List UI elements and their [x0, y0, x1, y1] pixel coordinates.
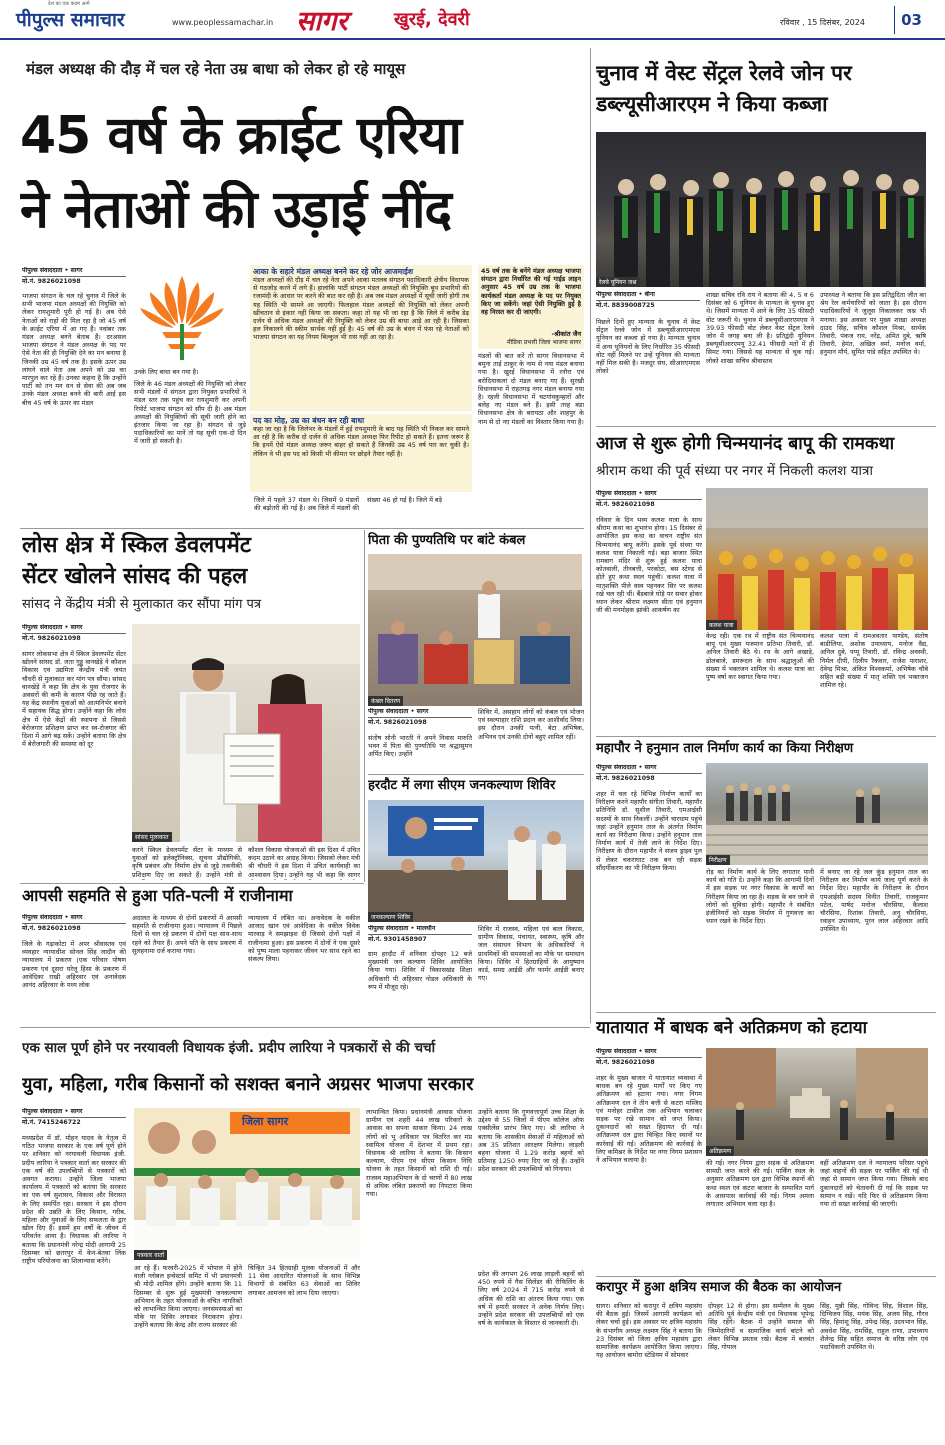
story11-col4: उन्होंने बताया कि गुणवत्तापूर्ण उच्च शिक्षा के उद्देश्य से 55 जिलों में पीएम कॉलेज ऑफ एक्सीलेंस प्रारंभ किए गए। श्री लारिया ने बताया कि शासकीय सेवाओं में महिलाओं को अब 35 प्रतिशत आरक्षण मिलेगा। लाड़ली बहना योजना में 1.29 करोड़ बहनों को प्रतिमाह 1250 रुपए दिए जा रहे हैं। उन्होंने प्रदेश सरकार की उपलब्धियों को गिनाया।	[478, 1108, 584, 1174]
story4-headline: महापौर ने हनुमान ताल निर्माण कार्य का किया निरीक्षण	[596, 741, 854, 756]
issue-date: रविवार , 15 दिसंबर, 2024	[780, 18, 865, 27]
byline-name: पीपुल्स संवाददाता	[22, 624, 63, 631]
story1-col-right: मंडलों की बात करें तो सागर विधानसभा में बमुना ताई ठाकुर के नाम से नया मंडल बनाया गया है। खुरई विधानसभा में रनौरा एवं बरोदियाकलां दो मंडल बनाए गए हैं। सुरखी विधानसभा में राहतगढ़ नगर मंडल बनाया गया है। रहली विधानसभा में चटगांवकुम्हारों और बलेह नए मंडल बने हैं। इसी तरह बंडा विधानसभा क्षेत्र के बरायठा और शाहपुर के नाम से दो नए मंडलों का विस्तार किया गया है।	[478, 352, 584, 426]
story1-col2-intro: उनके लिए बाधा बन गया है।	[134, 368, 199, 376]
byline-mobile: मो.नं. 9826021098	[596, 775, 655, 782]
story4-col3: में बनाए जा रहे जल कुंड हनुमान ताल का निरीक्षण कर निर्माण कार्य जल्द पूर्ण करने के निर्देश दिए। महापौर के निरीक्षण के दौरान एमआईसी सदस्य विनीत तिवारी, राजकुमार पटेल, पार्षद मनोज चौरसिया, कैलाश चौरसिया, रिशांक तिवारी, अनु चौरसिया, रवाहन उपाध्याय, पूरन लाल अहिरवार आदि उपस्थित थे।	[820, 868, 928, 934]
photo-caption: रेलवे यूनियन जश्न	[596, 277, 640, 287]
city-title: सागर	[296, 6, 348, 37]
logo-tagline: देश का एक कदम आगे	[48, 1, 90, 7]
story7-subhead: सांसद ने केंद्रीय मंत्री से मुलाकात कर सौंपा मांग पत्र	[22, 597, 262, 612]
divider	[20, 1027, 590, 1028]
newspaper-logo: पीपुल्स समाचार	[16, 9, 125, 31]
website-url[interactable]: www.peoplessamachar.in	[172, 18, 274, 27]
byline-mobile: मो.नं. 9826021098	[22, 925, 81, 932]
byline-mobile: मो.नं. 9826021098	[596, 501, 655, 508]
byline-mobile: मो.नं. 8839008725	[596, 302, 655, 309]
byline-name: पीपुल्स संवाददाता	[22, 1108, 63, 1115]
story7-col3: कौशल विकास योजनाओं की इस दिशा में उचित कदम उठाने का आग्रह किया। जिसको लेकर मंत्री श्री चौधरी ने इस दिशा में उचित कार्यवाही का आश्वासन दिया। उन्होंने यह भी कहा कि सागर	[248, 846, 360, 879]
divider	[368, 774, 584, 775]
photo-caption: निरीक्षण	[706, 855, 730, 865]
story5-col1: शहर के मुख्य बाजार में यातायात व्यवस्था में बाधक बन रहे मुख्य मार्गों पर किए गए अतिक्रमण को हटाया गया। नगर निगम अतिक्रमण दल ने तीन बत्ती से कटरा मस्जिद एवं मनोहर टाकीज तक अभियान चलाकर सड़क पर रखे सामान को जप्त किया। दुकानदारों को सख्त हिदायत दी गई। अतिक्रमण दल द्वारा चिन्हित किए स्थानों पर कार्रवाई की गई। अतिक्रमण की कार्रवाई के लिए कमिश्नर के निर्देश पर नगर निगम प्रशासन ने अभियान चलाया है।	[596, 1074, 702, 1165]
story6-col1: सागर। शनिवार को करापुर में क्षत्रिय महासंघ की बैठक हुई। जिसमें आगामी कार्यक्रम को लेकर चर्चा हुई। इस अवसर पर क्षत्रिय महासंघ के संभागीय अध्यक्ष लक्ष्मण सिंह ने बताया कि 23 दिसंबर को जिला क्षत्रिय महासंघ द्वारा सामाजिक कार्यक्रम आयोजित किया जाएगा। यह आयोजन बामोरा स्टेडियम में सोमवार	[596, 1302, 702, 1360]
photo-caption: पत्रकार वार्ता	[134, 1250, 167, 1260]
story8-headline: पिता की पुण्यतिथि पर बांटे कंबल	[368, 533, 526, 548]
sub-city-title: खुरई, देवरी	[394, 9, 470, 30]
blanket-distribution-photo	[368, 554, 582, 706]
story3-col2: केन्द्र रही। एक रथ में राष्ट्रीय संत चिन्मयानंद बापू एवं मुख्य यजमान प्रतिभा तिवारी, डॉ. अनिल तिवारी बैठे थे। रथ के आगे अखाड़े, ढोलबाजे, डमरूदल के साथ श्रद्धालुओं की संख्या में भक्तजन शामिल थे। कलश यात्रा का पुष्प वर्षा कर स्वागत किया गया।	[706, 632, 814, 682]
story9-headline: हरदौट में लगा सीएम जनकल्याण शिविर	[368, 778, 556, 793]
story11-col2: आ रहे हैं। फरवरी-2025 में भोपाल में होने वाली ग्लोबल इन्वेस्टर्स समिट में भी प्रधानमंत्री श्री मोदी शामिल होंगे। उन्होंने बताया कि 11 दिसम्बर से शुरू हुई मुख्यमंत्री जनकल्याण अभियान के तहत योजनाओं के वंचित नागरिकों को लाभान्वित किया जाएगा। जनसमस्याओं का मौके पर शिविर लगाकर निराकरण होगा। उन्होंने बताया कि केन्द्र और राज्य सरकार की	[134, 1264, 242, 1330]
byline-mobile: मो.नं. 9826021098	[596, 1059, 655, 1066]
byline-name: पीपुल्स संवाददाता	[368, 925, 409, 932]
byline-mobile: मो.नं. 9301458907	[368, 936, 427, 943]
story2-byline: पीपुल्स संवाददाता • बीना मो.नं. 8839008725	[596, 291, 700, 310]
story7-col2: करने स्किल डेवलपमेंट सेंटर के माध्यम से युवाओं को इलेक्ट्रॉनिक्स, सूचना प्रौद्योगिकी, कृषि प्रबंधन और निर्माण क्षेत्र से जुड़े तकनीकी प्रशिक्षण दिए जा सकते हैं। उन्होंने मंत्री से	[132, 846, 242, 879]
byline-name: पीपुल्स संवाददाता	[596, 490, 637, 497]
divider	[596, 1012, 936, 1013]
story5-byline: पीपुल्स संवाददाता • सागर मो.नं. 9826021098	[596, 1048, 702, 1067]
divider	[20, 883, 364, 884]
story3-col1: रविवार के दिन भव्य कलश यात्रा के साथ श्रीराम कथा का शुभारंभ होगा। 15 दिसंबर से आयोजित इस कथा का वाचन राष्ट्रीय संत चिन्मयानंद बापू करेंगे। इसके पूर्व संध्या पर कलश यात्रा निकाली गई। बड़ा बाजार स्थित रामबाग मंदिर से शुरू हुई कलश यात्रा कोतवाली, तीनबत्ती, परकोटा, बस स्टेण्ड से होते हुए कथा स्थल पहुंची। कलश यात्रा में मातृशक्ति पीले वस्त्र पहनकर सिर पर कलश रखे चल रही थीं। बैंडबाजे घोड़े पर सवार होकर ध्यान लेकर श्रीराम लक्ष्मण सीता एवं हनुमान जी की मनमोहक झांकी आकर्षण का	[596, 516, 702, 615]
story7-headline-line1: लोस क्षेत्र में स्किल डेवलपमेंट	[22, 533, 251, 558]
story9-col2: शिविर में राजस्व, महिला एवं बाल विकास, ग्रामीण विकास, पंचायत, स्वास्थ्य, कृषि और जल संसाधन विभाग के अधिकारियों ने प्राथमिकों की समस्याओं का मौके पर समाधान किया। शिविर में हितग्राहियों के आयुष्मान कार्ड, समग्र आईडी और फार्मर आईडी बनाए गए।	[478, 925, 584, 983]
byline-city: सागर	[644, 764, 657, 771]
byline-mobile: मो.नं. 9826021098	[22, 278, 81, 285]
divider	[364, 530, 365, 882]
photo-caption: अतिक्रमण	[706, 1146, 734, 1156]
story1-headline-line2: ने नेताओं की उड़ाई नींद	[20, 180, 452, 240]
story7-headline-line2: सेंटर खोलने सांसद की पहल	[22, 564, 248, 589]
story11-mid: चिन्हित 34 हितग्राही मूलक योजनाओं में और 11 सेवा आधारित योजनाओं के साथ विभिन्न विभागों से संबंधित 63 सेवाओं का शिविर लगाकर आमजन को लाभ दिया जाएगा।	[248, 1264, 360, 1297]
story6-headline: करापुर में हुआ क्षत्रिय समाज की बैठक का आयोजन	[596, 1280, 842, 1295]
story1-headline-line1: 45 वर्ष के क्राईट एरिया	[20, 106, 461, 166]
byline-city: सागर	[70, 267, 83, 274]
story11-col5: प्रदेश की लगभग 26 लाख लाड़ली बहनों को 450 रुपये में गैस सिलेंडर की रीफिलिंग के लिए वर्ष 2024 में 715 करोड़ रुपये से अधिक की राशि का अंतरण किया गया। एक वर्ष में हमारी सरकार ने अनेक निर्णय लिए। उन्होंने प्रदेश सरकार की उपलब्धियों को एक वर्ष के कार्यकाल के विस्तार से जानकारी दी।	[478, 1270, 584, 1328]
byline-name: पीपुल्स संवाददाता	[22, 267, 63, 274]
byline-mobile: मो.नं. 7415246722	[22, 1119, 81, 1126]
quote-name: -श्रीकांत जैन	[551, 330, 581, 338]
kalash-yatra-photo	[706, 488, 928, 630]
byline-name: पीपुल्स संवाददाता	[596, 1048, 637, 1055]
page-number: 03	[894, 6, 928, 34]
photo-caption: कंबल वितरण	[368, 696, 403, 706]
byline-city: सागर	[70, 1108, 83, 1115]
byline-city: सागर	[70, 624, 83, 631]
press-conference-photo	[134, 1108, 360, 1260]
story3-byline: पीपुल्स संवाददाता • सागर मो.नं. 9826021098	[596, 490, 702, 509]
story2-col3: उपाध्यक्ष ने बताया कि इस प्रतिद्वंदिता जीत का श्रेय रेल कर्मचारियों को जाता है। इस दौरान पदाधिकारियों ने जुलूस निकालकर जश्न भी मनाया। इस अवसर पर मुख्य शाखा अध्यक्ष दाउद सिंह, सचिव कौशल मिश्रा, सार्थक तिवारी, पंकज राय, नरेंद्र, अमित दुबे, ऋषि तिवारी, हेमंत, अखिल वर्मा, मनोज वर्मा, हनुमान मौर्य, सुमित पांडे सहित उपस्थित थे।	[820, 291, 926, 357]
story1-byline: पीपुल्स संवाददाता • सागर मो.नं. 9826021098	[22, 267, 126, 286]
story1-box1	[250, 265, 472, 411]
box1-heading: आका के सहारे मंडल अध्यक्ष बनने कर रहे जोर आजमाईश	[253, 267, 414, 276]
hanuman-taal-photo	[706, 763, 928, 865]
story10-byline: पीपुल्स संवाददाता • सागर मो.नं. 9826021098	[22, 914, 126, 933]
quote-role: मीडिया प्रभारी जिला भाजपा सागर	[506, 339, 581, 346]
byline-mobile: मो.नं. 9826021098	[368, 719, 427, 726]
divider	[596, 426, 936, 427]
box1-body: मंडल अध्यक्षों की दौड़ में चल रहे नेता अपने आका मतलब संगठन पदाधिकारी क्षेत्रीय विधायक से गठजोड़ करने में लगे हैं। हालांकि पार्टी संगठन मंडल अध्यक्षों की नियुक्ति बूथ प्रभारियों की रजामंदी के आधार पर करने की बात कर रही है। अब जब मंडल अध्यक्षों में सूची जारी होगी तब यह स्थिति भी सामने आ जाएगी। फिलहाल मंडल अध्यक्षों की नियुक्ति को लेकर अपनी खींचतान से इंकार नहीं किया जा सकता। कहा तो यह भी जा रहा है कि जिले में करीब डेढ़ दर्जन से अधिक मंडल अध्यक्षों की नियुक्ति को लेकर उम्र की बाधा आड़े आ रही है। जिसका हल निकालने की स्कीम सार्थक नहीं हुई है। 45 वर्ष की उम्र के बंधन में फंस रहे नेताओं को भाजपा संगठन का यह नियम बिल्कुल भी रास नहीं आ रहा है।	[253, 276, 469, 342]
story5-col3: वहीं अतिक्रमण दल ने न्यायालय परिसर पहुंचे जहां वाहनों की सड़क पर पार्किंग की गई थी जहां से सामान जप्त किया गया। जिसके बाद दुकानदारों को चेतावनी दी गई कि सड़क पर सामान न रखें। यदि फिर से अतिक्रमण किया गया तो सख्त कार्रवाई की जाएगी।	[820, 1159, 928, 1209]
byline-name: पीपुल्स संवाददाता	[596, 764, 637, 771]
story2-headline: चुनाव में वेस्ट सेंट्रल रेलवे जोन पर डब्ल्यूसीआरएम ने किया कब्जा	[596, 61, 852, 116]
story8-byline: पीपुल्स संवाददाता • सागर मो.नं. 9826021098	[368, 708, 472, 727]
story11-col1: मध्यप्रदेश में डॉ. मोहन यादव के नेतृत्व में गठित भाजपा सरकार के एक वर्ष पूर्ण होने पर शनिवार को नरयावली विधायक इंजी. प्रदीप लारिया ने पत्रकार वार्ता कर सरकार की एक वर्ष की उपलब्धियों से पत्रकारों को अवगत कराया। उन्होंने जिला भाजपा कार्यालय में पत्रकारों को बताया कि सरकार का एक वर्ष सुशासन, विकास और विरासत के लिए समर्पित रहा। सरकार ने इस दौरान प्रदेश की उन्नति के लिए किसान, गरीब, महिला और युवाओं के लिए सफलता के द्वार खोल दिए हैं। इसमें हम वर्षों के जीवन में परिवर्तन आया है। विधायक श्री लारिया ने बताया कि प्रधानमंत्री नरेन्द्र मोदी आगामी 25 दिसम्बर को छतरपुर में केन-बेतवा लिंक राष्ट्रीय परियोजना का शिलान्यास करेंगे।	[22, 1134, 126, 1266]
divider	[590, 48, 591, 1023]
photo-caption: जनकल्याण शिविर	[368, 912, 413, 922]
byline-name: पीपुल्स संवाददाता	[368, 708, 409, 715]
story1-box2	[250, 414, 472, 492]
quote-body: 45 वर्ष तक के बनेंगे मंडल अध्यक्ष भाजपा संगठन द्वारा निर्धारित की गई गाईड लाइन अनुसार 45 वर्ष उम्र तक के भाजपा कार्यकर्ता मंडल अध्यक्ष के पद पर नियुक्त किए जा सकेंगे। जहां ऐसी नियुक्ति हुई है वह निरस्त कर दी जाएगी।	[481, 267, 581, 317]
story10-col3: न्यायालय में लंबित था। अनावेदक के वकील आजाद खान एवं आवेदिका के वकील विवेक मारवाड़ ने समझाइश दी जिससे दोनों पक्षों में राजीनामा हुआ। इस प्रकरण में दोनों ने एक दूसरे को पुष्प माला पहनाकर जीवन भर साथ रहने का संकल्प लिया।	[248, 914, 360, 964]
story5-headline: यातायात में बाधक बने अतिक्रमण को हटाया	[596, 1018, 868, 1038]
story1-col1: भाजपा संगठन के चल रहे चुनाव में जिले के सभी भाजपा मंडल अध्यक्षों की नियुक्ति को लेकर रायशुमारी पूरी हो गई है। अब ऐसे नेताओं को राहों की मिल रहा है जो 45 वर्ष के क्राईट एरिया में आ गए हैं। नवांबर तक मंडल अध्यक्ष बनने बेताब हैं। दरअसल भाजपा संगठन ने मंडल अध्यक्ष के पद पर ऐसे नेता की ही नियुक्ति देने का मन बनाया है जिनकी उम्र 45 वर्ष तक है। इसके ऊपर उम्र लांघने वाले नेता अब अपने को उम्र का मारपुल कर रहे हैं। उनका कहना है कि उन्होंने पार्टी को तन मन धन से सेवा की अब जब उनके मंडल अध्यक्ष बनने की बारी आई इस बीच 45 वर्ष के ऊपर का मंडल	[22, 292, 126, 407]
bjp-lotus-logo	[132, 268, 232, 364]
story7-col1: सागर लोकसभा क्षेत्र में स्किल डेवलपमेंट सेंटर खोलने सांसद डॉ. लता गुड्डू वानखेड़े ने कौशल विकास एवं उद्यमिता केन्द्रीय मंत्री जयंत चौधरी से मुलाकात कर मांग पत्र सौंपा। सांसद वानखेड़े ने कहा कि क्षेत्र के युवा रोजगार के अवसरों की कमी के कारण पीछे रह जाते हैं। यह केंद्र स्थानीय युवाओं को आत्मनिर्भर बनाने में सहायक सिद्ध होगा। उन्होंने कहा कि लोस क्षेत्र में ऐसे केंद्रों की स्थापना से जिससे बेरोजगार प्रशिक्षण प्राप्त कर स्व-रोजगार की दिशा में आगे बढ़ सकें। उन्होंने बताया कि क्षेत्र में बेरोजगारी की समस्या को दूर	[22, 650, 126, 749]
story1-box2-tail: जिले में पहले 37 मंडल थे। जिसमें 9 मंडलों की बढ़ोतरी की गई है। अब जिले में मंडलों की संख्या 46 हो गई है। जिले में बड़े	[254, 496, 442, 513]
story10-col1: जिले के गढ़ाकोटा में अपर श्रीवास्तव एवं व्यवहार न्यायाधीश सोनल सिंह जादौन की न्यायालय में प्रकरण (एक परिवार पोषण प्रकरण एवं दूसरा घरेलू हिंसा के प्रकरण में आवेदिका राखी अहिरवार एवं अनावेदक आनंद अहिरवार के मध्य लोक	[22, 940, 126, 990]
story2-col2: शाखा सचिव रवि राय ने बताया की 4, 5 व 6 दिसंबर को 6 यूनियन के मान्यता के चुनाव हुए थे। जिसमें मान्यता में आने के लिए 35 फीसदी वोट जरूरी थे। चुनाव में डब्ल्यूसीआरएमएस ने 39.93 फीसदी वोट लेकर वेस्ट सेंट्रल रेलवे जोन में जगह बना ली है। प्रतिद्वंदी यूनियन डब्ल्यूसीआरएमयू 32.41 फीसदी मतों में ही सिमट गया। जिससे यह मान्यता से चूक गई। लोको शाखा सचिव श्रीवास्तव	[706, 291, 814, 365]
story3-col3: कलश यात्रा में रामअवतार पाण्डेय, संतोष बाडीलिया, अशोक उपाध्याय, मनोज वैद्य, अनिल दुबे, पप्पू तिवारी, डॉ. रविन्द्र अवस्थी, निर्मल दीपी, दिलीप रैकवार, राजेश पाराशर, देवेन्द्र मिश्रा, अंकित विश्वकर्मा, अभिषेक चौबे सहित बड़ी संख्या में मातृ शक्ति एवं भक्तजन शामिल रहे।	[820, 632, 928, 690]
story6-col2: दोपहर 12 से होगा। इस सम्मेलन के मुख्य अतिथि पूर्व केन्द्रीय मंत्री एवं विधायक भूपेन्द्र सिंह रहेंगे। बैठक में उन्होंने समाज की जिम्मेदारियों व सामाजिक कार्य बांटने को लेकर विभिन्न प्रस्ताव रखे। बैठक में बलवंत सिंह, गोपाल	[708, 1302, 814, 1352]
divider	[596, 1276, 936, 1277]
story11-byline: पीपुल्स संवाददाता • सागर मो.नं. 7415246722	[22, 1108, 126, 1127]
byline-mobile: मो.नं. 9826021098	[22, 635, 81, 642]
masthead	[0, 0, 945, 40]
mp-meeting-photo	[132, 624, 360, 842]
story2-col1: पिछले दिनों हुए मान्यता के चुनाव में वेस्ट सेंट्रल रेलवे जोन में डब्ल्यूसीआरएमएस यूनियन का कब्जा हो गया है। मान्यता चुनाव में अन्य यूनियनों के लिए निर्धारित 35 फीसदी वोट नहीं मिलने पर उन्हें यूनियन की मान्यता नहीं मिल सकी है। मजदूर संघ, सीआरएमएस लोको	[596, 318, 700, 376]
story10-col2: अदालत के माध्यम से दोनों प्रकरणों में आपसी सहमति से राजीनामा हुआ। न्यायालय में पिछले दिनों से चल रहे प्रकरण में दोनों पक्ष साथ-साथ रहने को तैयार हैं। अपने पति के साथ प्रकरण में सुलहनामा दर्ज कराया गया।	[132, 914, 242, 955]
box2-heading: पद का मोह, उम्र का बंधन बन रही बाधा	[253, 416, 365, 425]
story7-byline: पीपुल्स संवाददाता • सागर मो.नं. 9826021098	[22, 624, 126, 643]
box2-body: कहा जा रहा है कि जिलेभर के मंडलों में हुई रायशुमारी के बाद यह स्थिति भी निकल कर सामने आ रही है कि करीब दो दर्जन से अधिक मंडल अध्यक्ष फिर रिपीट हो सकते हैं। इतना जरूर है कि इनमें ऐसे मंडल अध्यक्ष जरूर बाहर हो सकते हैं जिनकी उम्र 45 वर्ष पार कर चुकी है। लेकिन वे भी इस पद को किसी भी कीमत पर छोड़ने तैयार नहीं है।	[253, 425, 469, 458]
railway-union-photo	[596, 132, 926, 287]
story11-kicker: एक साल पूर्ण होने पर नरयावली विधायक इंजी. प्रदीप लारिया ने पत्रकारों से की चर्चा	[22, 1040, 436, 1056]
byline-name: पीपुल्स संवाददाता	[596, 291, 637, 298]
byline-city: सागर	[70, 914, 83, 921]
camp-photo	[368, 800, 584, 922]
story8-col2: शिविर में, असहाय लोगों को कंबल एवं भोजन एवं स्वल्पाहार राशि प्रदान कर आशीर्वाद लिया। इस दौरान उनकी पत्नी, बेटा अभिषेक, अभिनव एवं उनकी दोनों बहुएं शामिल रहीं।	[478, 708, 584, 741]
photo-banner: जिला सागर	[242, 1115, 289, 1128]
story4-byline: पीपुल्स संवाददाता • सागर मो.नं. 9826021098	[596, 764, 702, 783]
story10-headline: आपसी सहमति से हुआ पति-पत्नी में राजीनामा	[22, 886, 293, 905]
byline-city: सागर	[416, 708, 429, 715]
story3-subhead: श्रीराम कथा की पूर्व संध्या पर नगर में निकली कलश यात्रा	[596, 463, 873, 479]
story6-col3: सिंह, मुन्नी सिंह, गोविन्द सिंह, विशाल सिंह, दिग्विजय सिंह, मयंक सिंह, अजय सिंह, गौरव सिंह, हिमांशु सिंह, उपेन्द्र सिंह, उदयभान सिंह, अवधेश सिंह, रामसिंह, राहुल राणा, उपाध्याय शैलेन्द्र सिंह सहित समाज के वरिष्ठ लोग एवं पदाधिकारी उपस्थित थे।	[820, 1302, 928, 1352]
story3-headline: आज से शुरू होगी चिन्मयानंद बापू की रामकथा	[596, 434, 895, 454]
byline-city: सागर	[644, 490, 657, 497]
photo-caption: कलश यात्रा	[706, 620, 737, 630]
byline-city: बीना	[644, 291, 655, 298]
story11-headline: युवा, महिला, गरीब किसानों को सशक्त बनाने अग्रसर भाजपा सरकार	[22, 1074, 474, 1095]
story1-col2: जिले के 46 मंडल अध्यक्षों की नियुक्ति को लेकर सभी मंडलों में संगठन द्वारा नियुक्त प्रभारियों ने मंडल स्तर तक पहुंच कर रायशुमारी कर अपनी रिपोर्ट भाजपा संगठन को सौंप दी है। अब मंडल अध्यक्षों की नियुक्तियों की सूची जारी होने का इंतजार किया जा रहा है। संगठन से जुड़े पदाधिकारियों का मानें तो यह सूची एक-दो दिन में जारी हो सकती है।	[134, 380, 246, 446]
photo-caption: सांसद मुलाकात	[132, 832, 172, 842]
encroachment-photo	[706, 1048, 928, 1156]
story1-kicker: मंडल अध्यक्ष की दौड़ में चल रहे नेता उम्र बाधा को लेकर हो रहे मायूस	[26, 60, 406, 78]
divider	[20, 528, 584, 529]
byline-name: पीपुल्स संवाददाता	[22, 914, 63, 921]
byline-city: मालथौन	[416, 925, 436, 932]
story4-col1: शहर में चल रहे विभिन्न निर्माण कार्यों का निरीक्षण करने महापौर संगीता तिवारी, महापौर प्रतिनिधि डॉ. सुशील तिवारी, एमआईसी सदस्यों के साथ निकलीं। उन्होंने चारधाम पहुंचे जहां उन्होंने हनुमान ताल के अंतर्गत निर्माण कार्य का निरीक्षण किया। उन्होंने हनुमान ताल निर्माण कार्य में तेजी लाने के निर्देश दिए। निरीक्षण के दौरान महापौर ने संजय ड्राइव पुल से लेकर चकराघाट तक बन रही सड़क सौंदर्यीकरण का भी निरीक्षण किया।	[596, 790, 702, 872]
divider	[596, 736, 936, 737]
story11-col3: लाभान्वित किया। प्रधानमंत्री आवास योजना ग्रामीण एवं शहरी 44 लाख परिवारों के आवास का सपना साकार किया। 24 लाख लोगों को भू अधिकार पत्र वितरित कर मप्र स्वामित्व योजना में देशभर में प्रथम रहा। विधायक श्री लारिया ने बताया कि किसान कल्याण, पीएम एवं सीएम किसान निधि योजना के तहत किसानों को राशि दी गई। राजस्व महाअभियान के दो चरणों में 80 लाख से अधिक लंबित प्रकरणों का निपटारा किया गया।	[366, 1108, 472, 1199]
story4-col2: रोड़ का निर्माण कार्य के लिए लगातार पानी कार्य को गति दें। उन्होंने कहा कि आगामी दिनों में इस सड़क पर नगर विकास के कार्यों का निरीक्षण किया जा रहा है। सड़क के बन जाने से लोगों को सुविधा होगी। महापौर ने संबंधित इंजीनियरों को सड़क निर्माण में गुणवत्ता का ध्यान रखने के निर्देश दिए।	[706, 868, 814, 926]
story1-quote	[478, 265, 584, 349]
story9-byline: पीपुल्स संवाददाता • मालथौन मो.नं. 9301458907	[368, 925, 472, 944]
story9-col1: ग्राम हरदौट में शनिवार दोपहर 12 बजे मुख्यमंत्री जन कल्याण शिविर आयोजित किया गया। शिविर में विकासखंड शिक्षा अधिकारी पी अहिरवार नोडल अधिकारी के रूप में मौजूद रहे।	[368, 950, 472, 991]
story5-col2: की गई। नगर निगम द्वारा सड़क से अतिक्रमण सामग्री जप्त करने की गई। पार्किंग स्थल के अनुसार अतिक्रमण दल द्वारा विभिन्न स्थानों की कथा स्थल एवं कटरा बाजार के सम्पावित मार्ग के आसपास कार्रवाई की गई। निगम अमला लगातार अभियान चला रहा है।	[706, 1159, 814, 1209]
story8-col1: संतोष सोनी भारती ने अपने निवास मारुति भवन में पिता की पुण्यतिथि पर श्रद्धासुमन अर्पित किए। उन्होंने	[368, 734, 472, 759]
byline-city: सागर	[644, 1048, 657, 1055]
